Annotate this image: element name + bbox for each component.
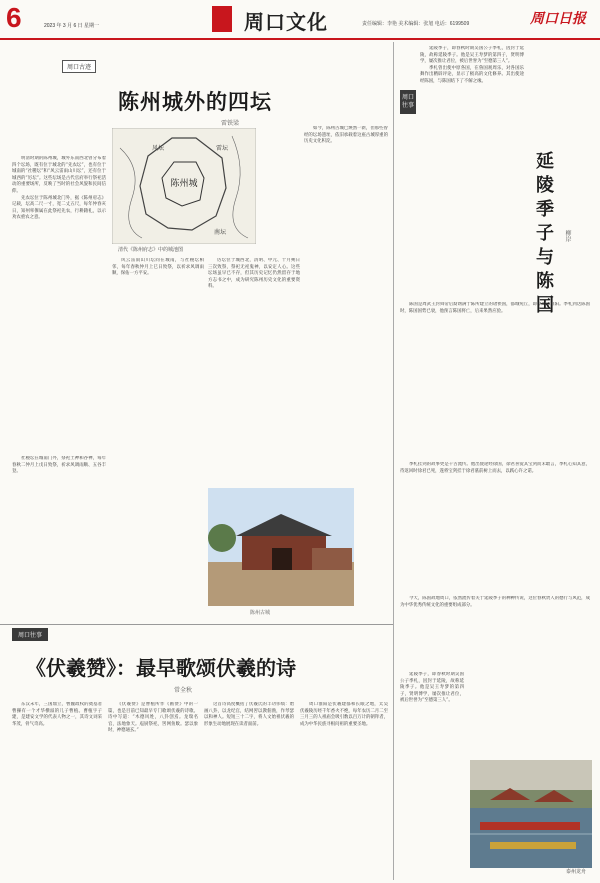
article1-column-1b: [12, 456, 106, 606]
article1-column-2: [112, 258, 204, 606]
paragraph: 延陵季子，即春秋时期吴国公子季札，因封于延陵，故称延陵季子。他是吴王寿梦的第四子，贤明博学，屡次推让君位，被后世誉为“至德第三人”。: [400, 672, 464, 704]
paragraph: 季札曾出使中原各国，在鲁国观周乐，对各国乐舞作出精辟评论，显示了极高的文化修养。其出使途经陈国，与陈国结下了不解之缘。: [420, 65, 524, 84]
paragraph: 今天，陈国故地周口，依然流传着关于延陵季子的种种传说，这位春秋贤人的德行与风范，成为中华优秀传统文化的重要组成部分。: [400, 596, 590, 608]
article2-author: 常全秋: [174, 687, 193, 694]
map-label-city: 陈州城: [170, 179, 198, 189]
paragraph: 厉坛位于城西北，清明、中元、十月朔日三次致祭，祭祀无祀鬼神，以安定人心。这些坛场虽早已不存，但其历史记忆仍然留存于地方志书之中，成为研究陈州历史文化的重要资料。: [208, 258, 300, 290]
boat-photo-caption: 泰州龙舟: [566, 869, 587, 875]
article1-column-4: [304, 126, 388, 482]
article2-column-4: [300, 702, 388, 878]
paragraph: 明清时期的陈州城，城外东南西北曾分布着四个坛场，既有位于城北的“先农坛”，也有位于城南的“社稷坛”和“风云雷雨山川坛”，还有位于城西的“厉坛”。这些坛场是古代官府举行祭祀活动的重要场所，反映了当时的社会风貌和民间信仰。: [12, 156, 106, 194]
article3-column-3: [400, 462, 590, 592]
article2-column-2: [108, 702, 198, 878]
page-number: 6: [6, 2, 22, 33]
article1-title: 陈州城外的四坛: [118, 89, 272, 114]
article3-tag: 周口往事: [400, 90, 416, 114]
article1-column-3: [208, 258, 300, 482]
article2-column-1: [12, 702, 102, 878]
article1-author: 雷铁梁: [221, 120, 240, 127]
map-caption: 清代《陈州府志》中的城池图: [118, 247, 184, 253]
ancient-city-gate-photo: [208, 488, 354, 606]
article3-column-1: [420, 46, 524, 298]
article3-title: 延陵季子与陈国: [536, 151, 554, 316]
issue-date: 2023 年 3 月 6 日 星期一: [44, 23, 100, 29]
article2-column-3: [204, 702, 294, 878]
paragraph: 风云雷雨山川坛同在城南，与社稷坛相邻，每年春秋仲月上巳日致祭，以祈求风调雨顺，保佑一方平安。: [112, 258, 204, 277]
paragraph: 如今，陈州古城已焕然一新，但那些曾经的坛场遗址，依旧承载着这座古城厚重的历史文化积淀。: [304, 126, 388, 145]
map-label-wind: 风坛: [152, 145, 165, 152]
article1-column-1: [12, 156, 106, 450]
article3-column-2: [400, 302, 590, 458]
editor-credits: 责任编辑：李艳 美术编辑：张旭 电话：6199509: [362, 21, 470, 27]
paragraph: 周口淮阳是伏羲建都和长眠之地，太昊伏羲陵历经千年香火不绝，每年农历二月二至三月三的人祖庙会吸引数以百万计的朝拜者，成为中华民族寻根问祖的重要圣地。: [300, 702, 388, 727]
paragraph: 陈国是周武王封舜帝后裔妫满于陈所建立的诸侯国，都城宛丘，即今周口淮阳。季札到达陈国时，陈国国势已衰，他预言陈国将亡，后来果然应验。: [400, 302, 590, 314]
paragraph: 社稷坛在城南门外，祭祀土神和谷神，每年春秋二仲月上戊日致祭，祈求风调雨顺、五谷丰登。: [12, 456, 106, 475]
map-label-south: 南坛: [214, 229, 227, 236]
article3-column-4: [400, 596, 590, 666]
article3-author: 柳岸: [564, 230, 571, 242]
section-divider: [0, 624, 393, 625]
paragraph: 季札挂剑的故事更是千古流传。他出使途经徐国，徐君喜爱其宝剑而未敢言，季札心知其意，待返回时徐君已死，遂将宝剑挂于徐君墓前树上而去，以践心许之诺。: [400, 462, 590, 474]
article2-tag: 周口往事: [12, 628, 48, 641]
dragon-boat-photo: [470, 760, 592, 868]
city-map-illustration: [112, 128, 256, 244]
page-header: [0, 0, 600, 40]
paragraph: 这首诗高度概括了伏羲氏的丰功伟绩：始画八卦，以龙纪官，结网罟以教佃渔，作琴瑟以和神人。短短三十二字，将人文始祖伏羲的形象生动地展现在读者面前。: [204, 702, 294, 727]
section-title: 周口文化: [244, 10, 328, 34]
article2-title: 《伏羲赞》：最早歌颂伏羲的诗: [26, 656, 296, 680]
photo-caption: 陈州古城: [250, 610, 271, 616]
paragraph: 《伏羲赞》是曹植所作《画赞》中的一篇，也是目前已知最早专门歌颂伏羲的诗歌。诗中写道：“木德风姓，八卦创焉。龙瑞名官，法地象天。庖厨祭祀，罟网鱼畋。瑟以象时，神德通玄。”: [108, 702, 198, 734]
paragraph: 延陵季子，即春秋时期吴国公子季札，因封于延陵，故称延陵季子。他是吴王寿梦的第四子，贤明博学，屡次推让君位，被后世誉为“至德第三人”。: [420, 46, 524, 65]
column-divider: [393, 42, 394, 880]
article3-column-5: [400, 672, 464, 876]
section-marker: [212, 6, 232, 32]
article1-tag: 周口古迹: [62, 60, 96, 73]
newspaper-logo: 周口日报: [530, 11, 586, 27]
paragraph: 先农坛位于陈州城北门外，据《陈州府志》记载，坛高二尺一寸，宽二丈五尺，每年仲春亥日，知州率僚属在此祭祀先农，行耕籍礼，以示劝农重农之意。: [12, 195, 106, 221]
paragraph: 东汉末年，三国鼎立，曹魏政权的奠基者曹操有一个才华横溢的儿子曹植。曹植字子建，是建安文学的代表人物之一，其诗文词采华茂，骨气奇高。: [12, 702, 102, 727]
map-label-thunder: 雷坛: [216, 145, 229, 152]
header-rule: [0, 38, 600, 40]
